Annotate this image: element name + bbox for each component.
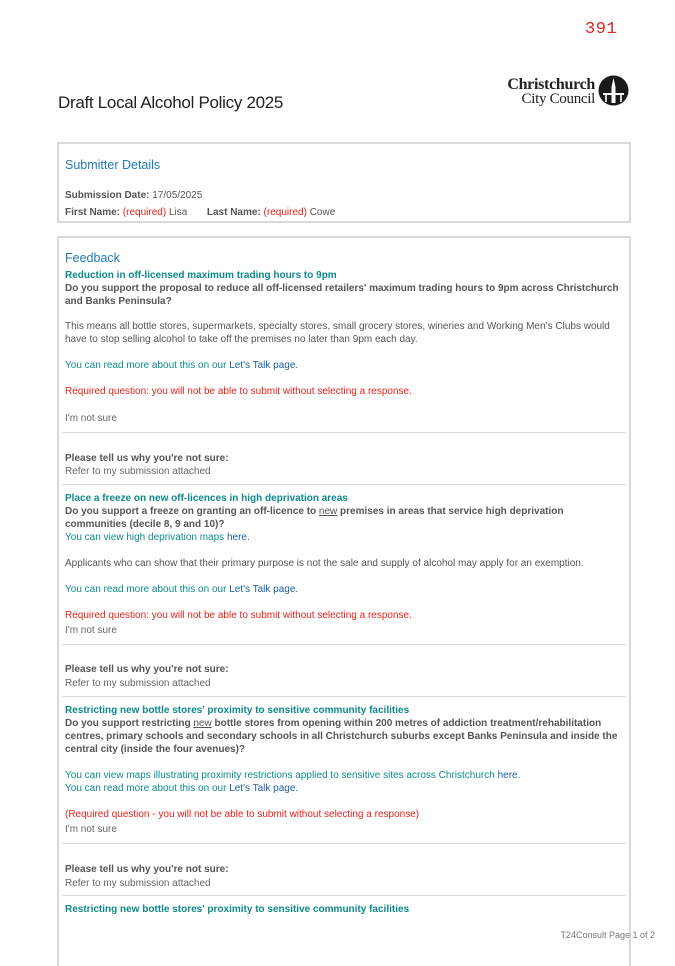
submission-date-row <box>65 189 623 202</box>
logo-line-2: City Council <box>521 91 595 107</box>
q3-maps-link[interactable]: here. <box>497 770 521 781</box>
q2-lets-talk-link[interactable]: Let's Talk page. <box>229 584 299 595</box>
q2-maps <box>65 531 623 544</box>
q1-why-label: Please tell us why you're not sure: <box>65 453 229 464</box>
divider <box>62 432 626 433</box>
q2-info: Applicants who can show that their primary purpose is not the sale and supply of alcohol may apply for an exemption. <box>65 558 584 569</box>
logo-line-1: Christchurch <box>507 76 595 93</box>
divider <box>62 644 626 645</box>
q3-why-label: Please tell us why you're not sure: <box>65 864 229 875</box>
submission-date-value: 17/05/2025 <box>152 190 203 201</box>
q3-maps <box>65 769 623 782</box>
q2-title: Place a freeze on new off-licences in high deprivation areas <box>65 493 348 504</box>
q2-read-more <box>65 583 623 596</box>
divider <box>62 484 626 485</box>
q4-title: Restricting new bottle stores' proximity to sensitive community facilities <box>65 904 410 915</box>
submission-date-label: Submission Date: <box>65 190 150 201</box>
q1-title: Reduction in off-licensed maximum trading hours to 9pm <box>65 270 337 281</box>
first-name-required: (required) <box>122 207 167 218</box>
q3-read-more-text: You can read more about this on our <box>65 783 230 794</box>
divider <box>62 696 626 697</box>
q3-question-pre: Do you support restricting <box>65 718 194 729</box>
q2-question-new: new <box>318 506 338 517</box>
feedback-heading: Feedback <box>65 251 120 265</box>
q3-question-post: bottle stores from opening within 200 metres of addiction treatment/rehabilitation centres, primary schools and secondary schools in all Christchurch suburbs except Banks Peninsula and inside the central city (inside the four avenues)? <box>65 718 618 755</box>
q1-lets-talk-link[interactable]: Let's Talk page. <box>229 360 299 371</box>
last-name-value: Cowe <box>309 207 336 218</box>
q2-answer: I'm not sure <box>65 625 117 636</box>
divider <box>62 895 626 896</box>
q3-required-note: (Required question - you will not be able to submit without selecting a response) <box>65 809 420 820</box>
q3-lets-talk-link[interactable]: Let's Talk page. <box>229 783 299 794</box>
q1-required-note: Required question: you will not be able to submit without selecting a response. <box>65 386 412 397</box>
q3-title: Restricting new bottle stores' proximity to sensitive community facilities <box>65 705 410 716</box>
q2-question-post: premises in areas that service high deprivation communities (decile 8, 9 and 10)? <box>65 506 564 530</box>
q2-required-note: Required question: you will not be able to submit without selecting a response. <box>65 610 412 621</box>
q3-maps-text: You can view maps illustrating proximity restrictions applied to sensitive sites across Christchurch <box>65 770 498 781</box>
council-logo <box>501 74 629 108</box>
q2-maps-text: You can view high deprivation maps <box>65 532 227 543</box>
q3-answer: I'm not sure <box>65 824 117 835</box>
name-row <box>65 206 623 219</box>
q3-why-answer: Refer to my submission attached <box>65 878 211 889</box>
q1-question: Do you support the proposal to reduce all off-licensed retailers' maximum trading hours to 9pm across Christchurch and Banks Peninsula? <box>65 283 619 307</box>
q3-question-new: new <box>193 718 212 729</box>
q2-maps-link[interactable]: here. <box>226 532 250 543</box>
q3-question <box>65 717 623 756</box>
q2-why-answer: Refer to my submission attached <box>65 678 211 689</box>
q1-answer: I'm not sure <box>65 413 117 424</box>
last-name-label: Last Name: <box>206 207 261 218</box>
q1-read-more-text: You can read more about this on our <box>65 360 230 371</box>
q3-read-more <box>65 782 623 795</box>
q1-read-more <box>65 359 623 372</box>
first-name-value: Lisa <box>168 207 188 218</box>
q1-why-answer: Refer to my submission attached <box>65 466 211 477</box>
feedback-section <box>57 236 631 966</box>
document-title: Draft Local Alcohol Policy 2025 <box>58 93 284 112</box>
last-name-required: (required) <box>263 207 307 218</box>
cathedral-icon <box>598 75 629 106</box>
q2-why-label: Please tell us why you're not sure: <box>65 664 229 675</box>
submitter-heading: Submitter Details <box>65 158 161 172</box>
page-footer: T24Consult Page 1 of 2 <box>560 930 655 940</box>
page-number: 391 <box>585 20 618 39</box>
submitter-details-section <box>57 142 631 223</box>
divider <box>62 843 626 844</box>
q1-info: This means all bottle stores, supermarkets, specialty stores, small grocery stores, wineries and Working Men’s Clubs would have to stop selling alcohol to take off the premises no later than 9pm each day. <box>65 321 610 345</box>
first-name-label: First Name: <box>65 207 121 218</box>
q2-read-more-text: You can read more about this on our <box>65 584 230 595</box>
q2-question <box>65 505 623 531</box>
q2-question-pre: Do you support a freeze on granting an off-licence to <box>65 506 319 517</box>
